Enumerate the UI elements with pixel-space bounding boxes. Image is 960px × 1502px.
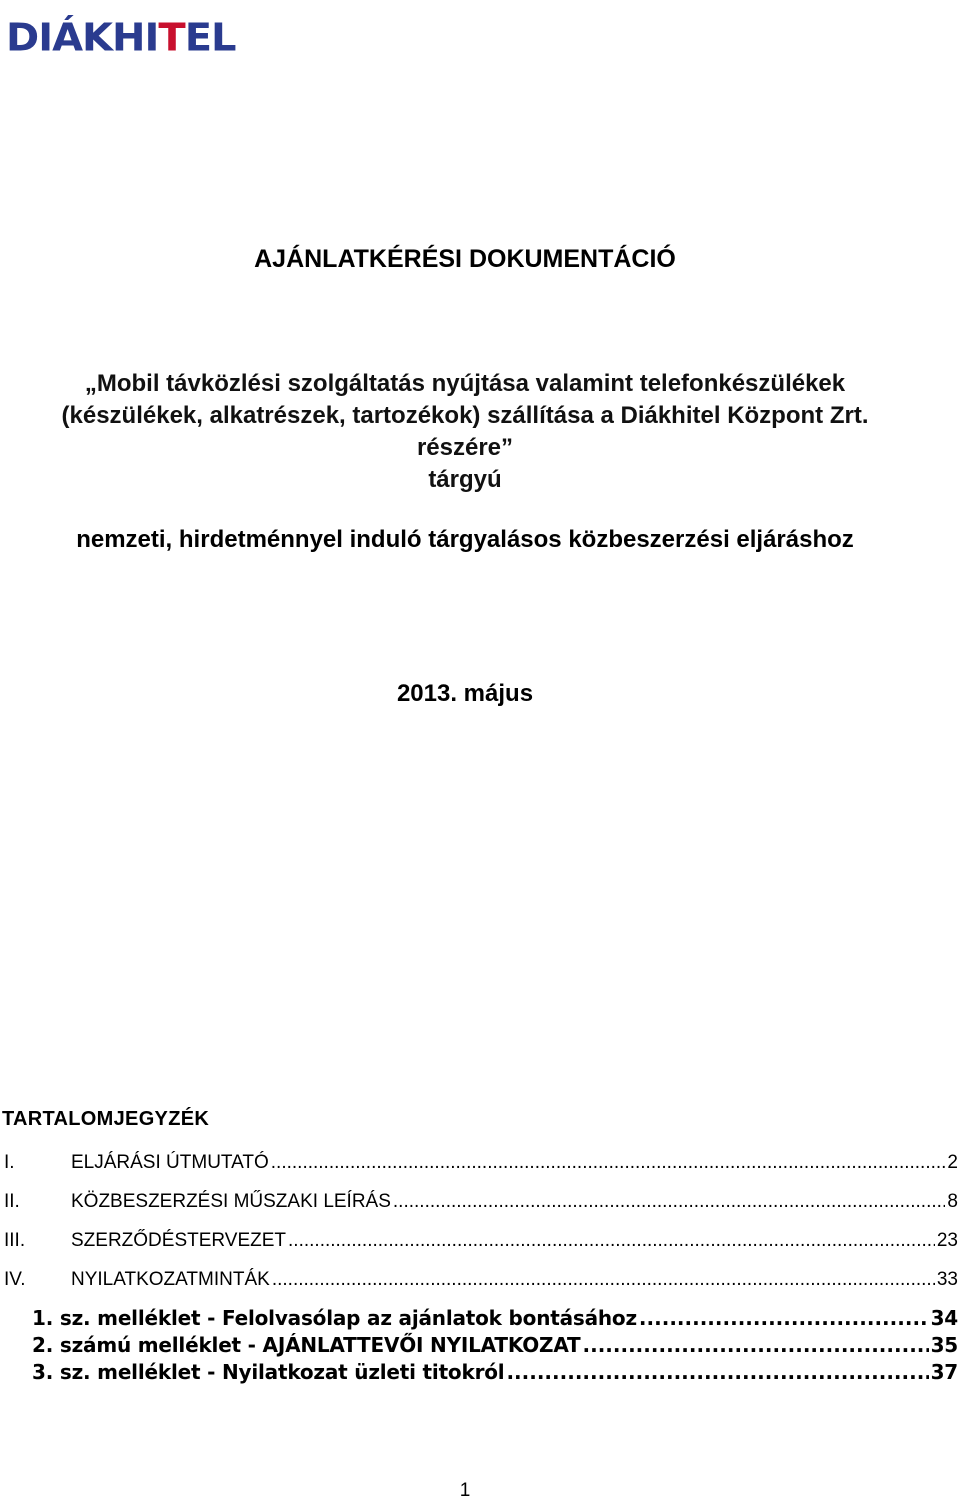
subject-line-3: részére” <box>416 434 514 461</box>
subject-block <box>0 368 930 496</box>
toc-entry[interactable] <box>4 1226 958 1265</box>
toc-leader-dots <box>583 1332 929 1359</box>
toc-annex-list <box>32 1305 958 1386</box>
toc-entry[interactable] <box>4 1265 958 1304</box>
toc-entry-page: 23 <box>936 1230 958 1251</box>
toc-annex-page: 37 <box>930 1360 958 1384</box>
toc-leader-dots <box>639 1305 929 1332</box>
subject-line-4: tárgyú <box>428 466 502 493</box>
logo-text-part2: T <box>158 16 185 60</box>
toc-annex-page: 34 <box>930 1306 958 1330</box>
toc-leader-dots <box>271 1148 946 1178</box>
toc-entry-page: 2 <box>947 1152 958 1173</box>
toc-annex-entry[interactable] <box>32 1359 958 1386</box>
diakhitel-logo <box>6 8 236 68</box>
toc-annex-title: 2. számú melléklet - AJÁNLATTEVŐI NYILATKOZAT <box>32 1333 581 1357</box>
toc-entry-title: NYILATKOZATMINTÁK <box>71 1269 270 1290</box>
procedure-type: nemzeti, hirdetménnyel induló tárgyalásos közbeszerzési eljáráshoz <box>76 526 854 553</box>
logo-text-part1: DIÁKHI <box>6 16 159 60</box>
toc-annex-entry[interactable] <box>32 1305 958 1332</box>
toc-leader-dots <box>272 1265 935 1295</box>
toc-leader-dots <box>288 1226 935 1256</box>
toc-heading: TARTALOMJEGYZÉK <box>2 1108 210 1130</box>
subject-line-1: „Mobil távközlési szolgáltatás nyújtása valamint telefonkészülékek <box>84 370 846 397</box>
toc-entry-title: SZERZŐDÉSTERVEZET <box>71 1230 287 1251</box>
toc-leader-dots <box>393 1187 946 1217</box>
toc-entry-number: I. <box>4 1152 15 1173</box>
page-number: 1 <box>459 1480 471 1501</box>
toc-entry[interactable] <box>4 1148 958 1187</box>
subject-line-2: (készülékek, alkatrészek, tartozékok) szállítása a Diákhitel Központ Zrt. <box>61 402 869 429</box>
toc-annex-title: 1. sz. melléklet - Felolvasólap az ajánlatok bontásához <box>32 1306 637 1330</box>
toc-annex-title: 3. sz. melléklet - Nyilatkozat üzleti titokról <box>32 1360 505 1384</box>
toc-entry[interactable] <box>4 1187 958 1226</box>
toc-annex-entry[interactable] <box>32 1332 958 1359</box>
toc-entry-page: 8 <box>947 1191 958 1212</box>
toc-leader-dots <box>506 1359 928 1386</box>
document-title: AJÁNLATKÉRÉSI DOKUMENTÁCIÓ <box>254 245 676 273</box>
table-of-contents <box>4 1148 958 1304</box>
toc-entry-title: KÖZBESZERZÉSI MŰSZAKI LEÍRÁS <box>71 1191 391 1212</box>
logo-wordmark <box>6 10 236 67</box>
toc-entry-number: II. <box>4 1191 20 1212</box>
toc-entry-title: ELJÁRÁSI ÚTMUTATÓ <box>71 1152 269 1173</box>
toc-entry-number: III. <box>4 1230 26 1251</box>
document-date: 2013. május <box>396 680 534 707</box>
toc-entry-page: 33 <box>936 1269 958 1290</box>
logo-text-part3: EL <box>184 16 236 60</box>
toc-entry-number: IV. <box>4 1269 26 1290</box>
toc-annex-page: 35 <box>930 1333 958 1357</box>
